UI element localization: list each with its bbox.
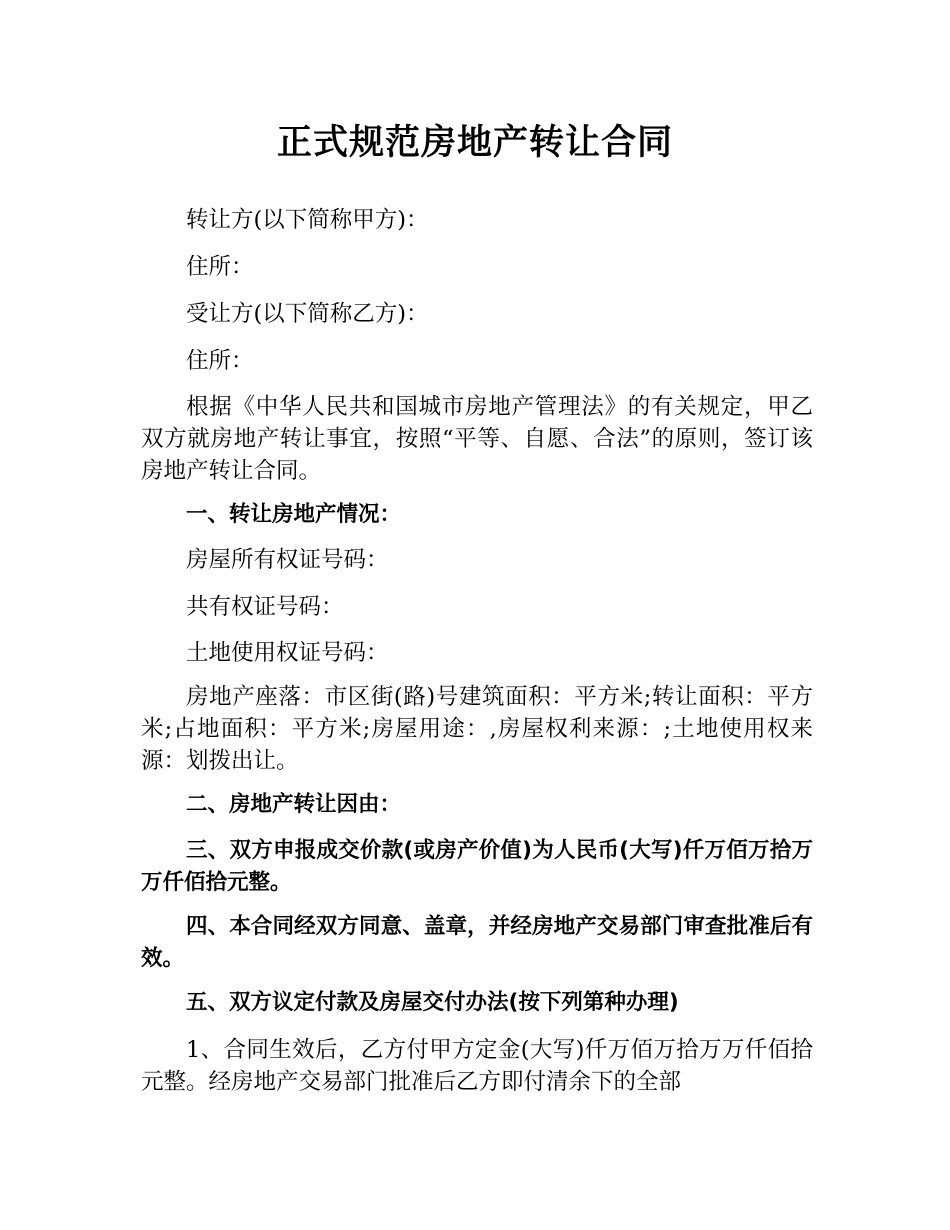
ownership-certificate-line: 房屋所有权证号码： <box>186 547 389 573</box>
section-2-heading: 二、房地产转让因由： <box>186 792 402 817</box>
section-4-paragraph: 四、本合同经双方同意、盖章，并经房地产交易部门审查批准后有效。 <box>141 914 813 971</box>
property-location-paragraph: 房地产座落：市区街(路)号建筑面积：平方米;转让面积：平方米;占地面积：平方米;房屋用途：,房屋权利来源：;土地使用权来源：划拨出让。 <box>141 684 813 774</box>
land-use-certificate-line: 土地使用权证号码： <box>186 640 389 666</box>
transferee-address-line: 住所： <box>186 348 254 374</box>
document-title: 正式规范房地产转让合同 <box>276 123 673 163</box>
transferor-address-line: 住所： <box>186 254 254 280</box>
section-1-heading: 一、转让房地产情况： <box>186 502 402 527</box>
preamble-paragraph: 根据《中华人民共和国城市房地产管理法》的有关规定，甲乙双方就房地产转让事宜，按照“平等、自愿、合法”的原则，签订该房地产转让合同。 <box>141 394 813 484</box>
section-5-heading: 五、双方议定付款及房屋交付办法(按下列第种办理) <box>186 990 679 1015</box>
payment-clause-1-paragraph: 1、合同生效后，乙方付甲方定金(大写)仟万佰万拾万万仟佰拾元整。经房地产交易部门批准后乙方即付清余下的全部 <box>141 1037 813 1095</box>
transferee-line: 受让方(以下简称乙方)： <box>186 301 429 327</box>
section-3-paragraph: 三、双方申报成交价款(或房产价值)为人民币(大写)仟万佰万拾万万仟佰拾元整。 <box>141 838 813 895</box>
co-ownership-certificate-line: 共有权证号码： <box>186 594 344 620</box>
transferor-line: 转让方(以下简称甲方)： <box>186 207 429 233</box>
